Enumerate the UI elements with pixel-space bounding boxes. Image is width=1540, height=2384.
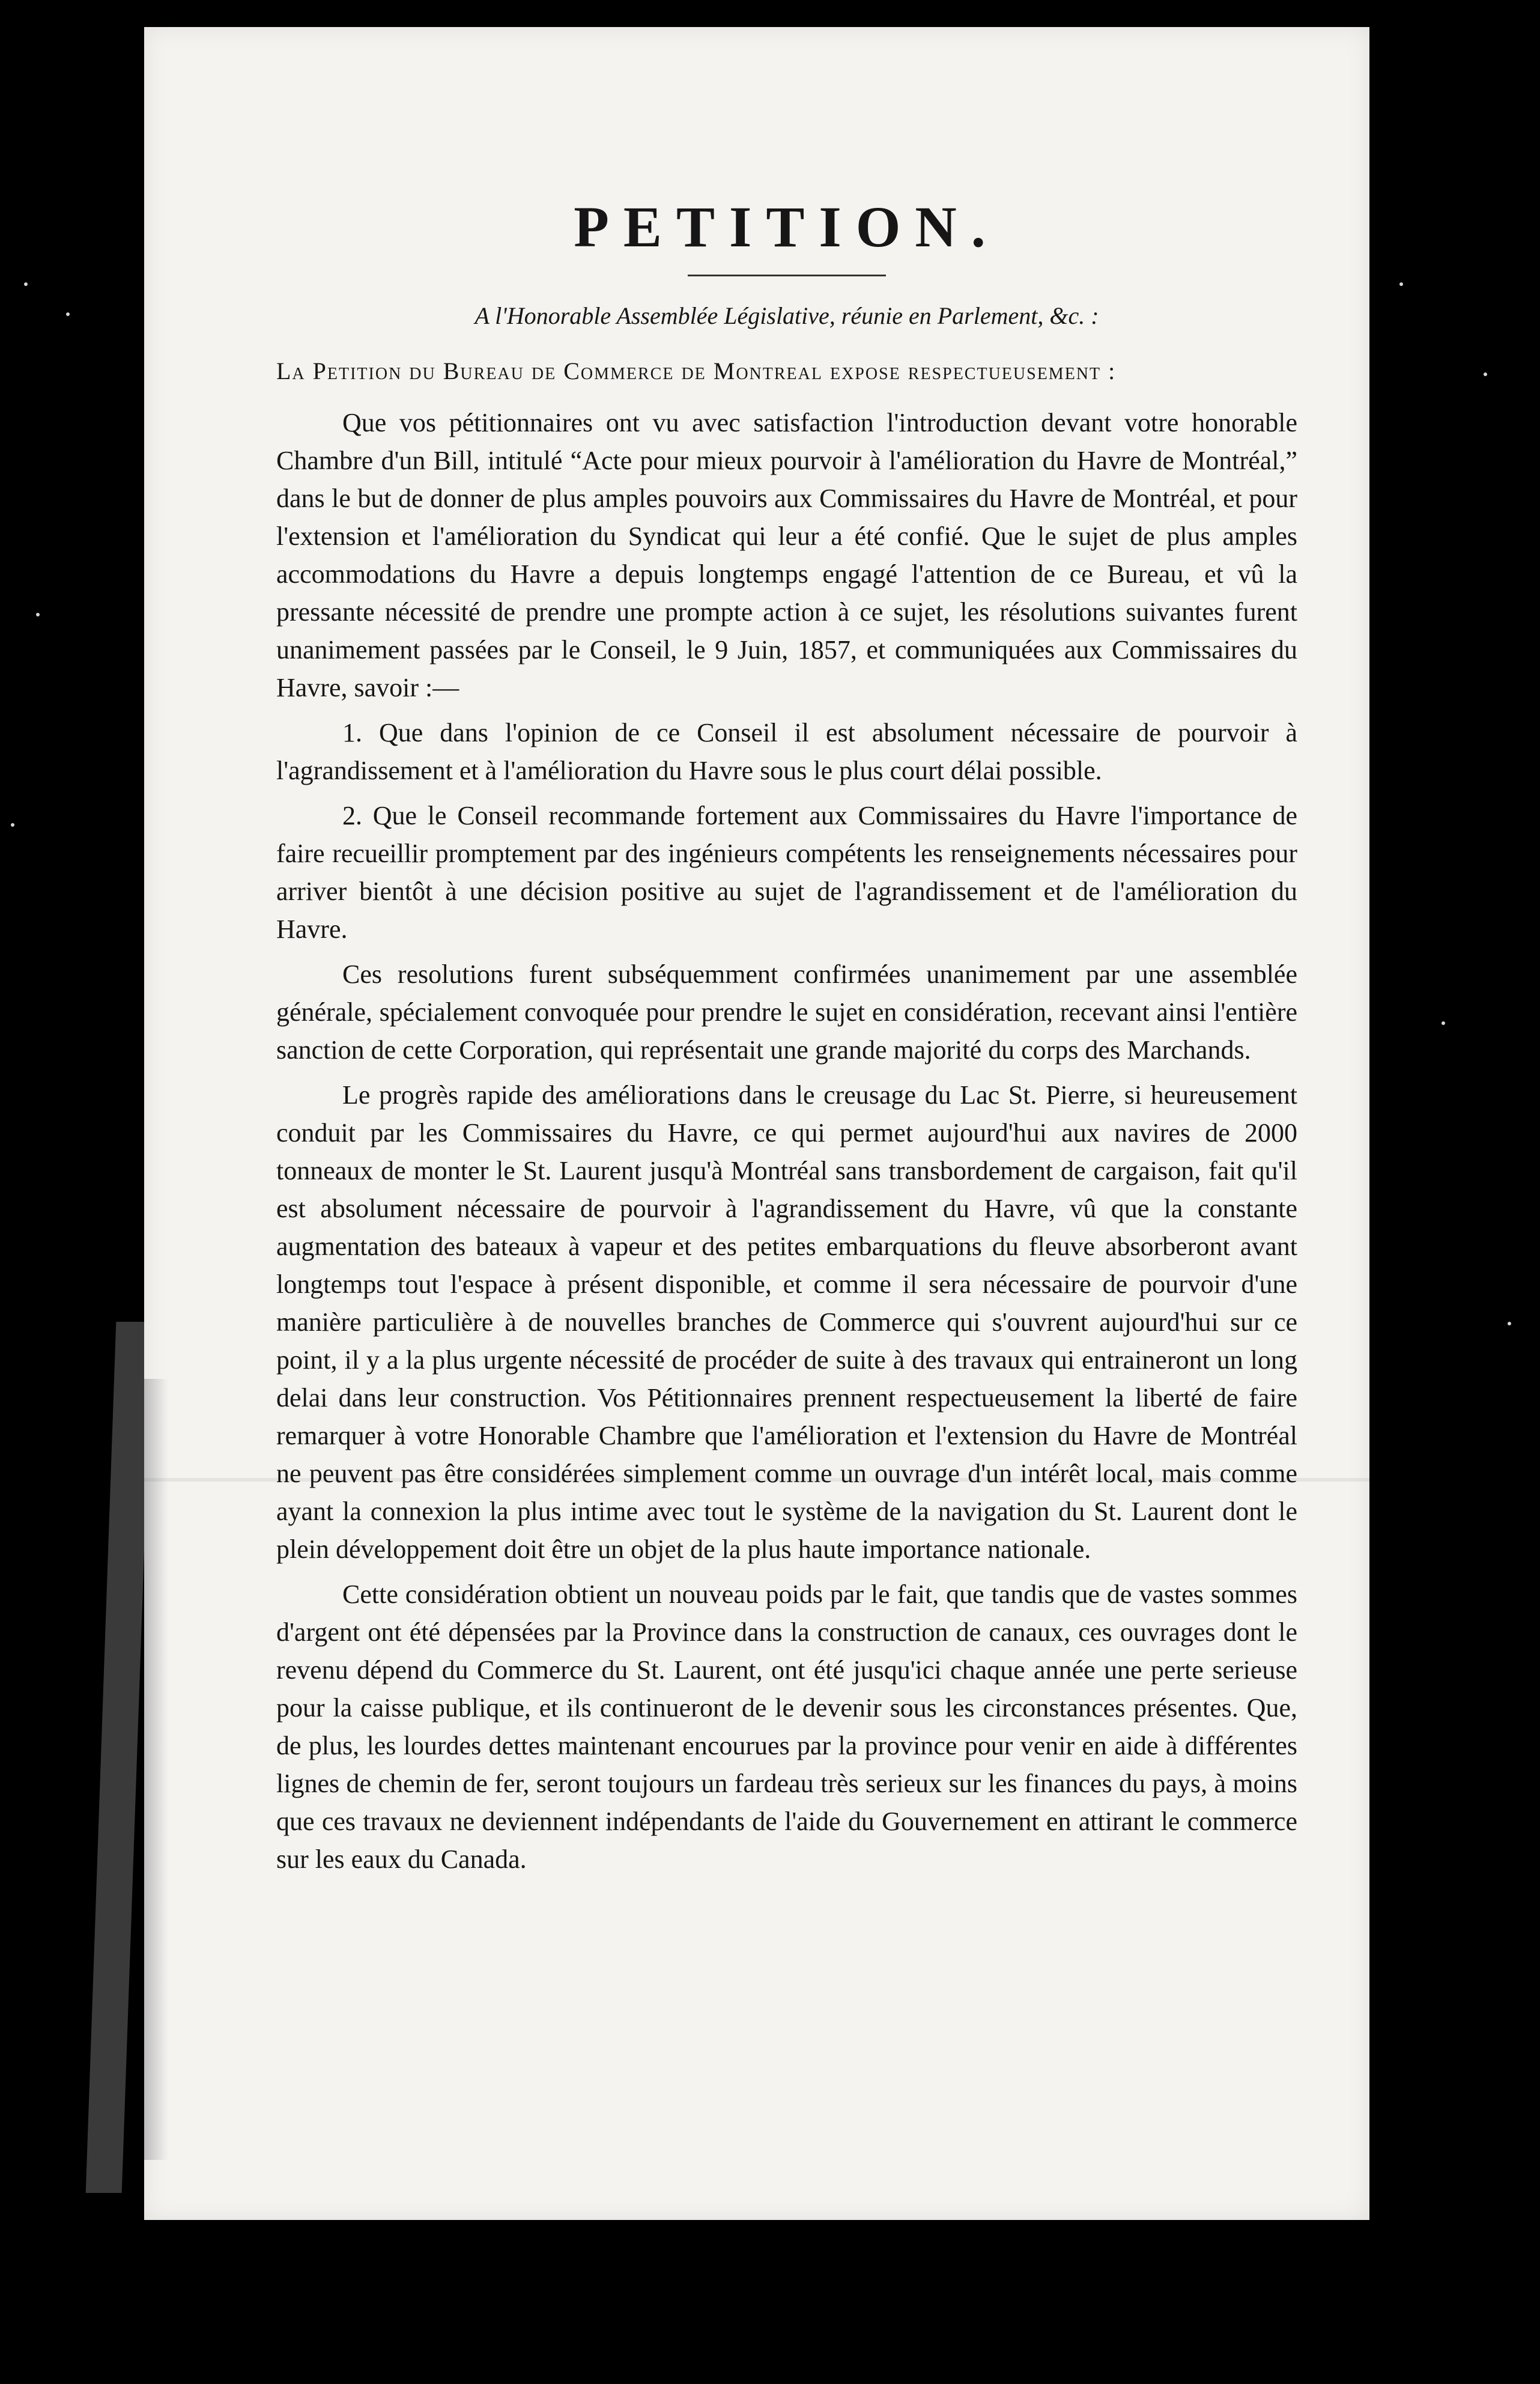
document-content: [276, 195, 1297, 1885]
address-line: A l'Honorable Assemblée Législative, réunie en Parlement, &c. :: [474, 302, 1099, 329]
film-speck: [1441, 1021, 1445, 1025]
film-speck: [1508, 1322, 1511, 1325]
film-speck: [1399, 282, 1403, 286]
film-speck: [36, 613, 40, 616]
paragraph: Ces resolutions furent subséquemment confirmées unanimement par une assemblée générale, spécialement convoquée pour prendre le sujet en considération, recevant ainsi l'entière sanction de cette Corporation, qui représentait une grande majorité du corps des Marchands.: [276, 959, 1297, 1065]
resolution-paragraph: 2. Que le Conseil recommande fortement aux Commissaires du Havre l'importance de faire recueillir promptement par des ingénieurs compétents les renseignements nécessaires pour arriver bientôt à une décision positive au sujet de l'agrandissement et de l'amélioration du Havre.: [276, 800, 1297, 944]
film-speck: [66, 312, 70, 316]
paragraph: Cette considération obtient un nouveau poids par le fait, que tandis que de vastes sommes d'argent ont été dépensées par la Province dans la construction de canaux, ces ouvrages dont le revenu dépend du Commerce du St. Laurent, ont été jusqu'ici chaque année une perte serieuse pour la caisse publique, et ils continueront de le devenir sous les circonstances présentes. Que, de plus, les lourdes dettes maintenant encourues par la province pour venir en aide à différentes lignes de chemin de fer, seront toujours un fardeau très serieux sur les finances du pays, à moins que ces travaux ne deviennent indépendants de l'aide du Gouvernement en attirant le commerce sur les eaux du Canada.: [276, 1579, 1297, 1874]
page-underlay: [86, 1322, 153, 2193]
paragraph: Le progrès rapide des améliorations dans le creusage du Lac St. Pierre, si heureusement conduit par les Commissaires du Havre, ce qui permet aujourd'hui aux navires de 2000 tonneaux de monter le St. Laurent jusqu'à Montréal sans transbordement de cargaison, fait qu'il est absolument nécessaire de pourvoir à l'agrandissement du Havre, vû que la constante augmentation des bateaux à vapeur et des petites embarquations du fleuve absorberont avant longtemps tout l'espace à présent disponible, et comme il sera nécessaire de pourvoir d'une manière particulière à de nouvelles branches de Commerce qui s'ouvrent aujourd'hui sur ce point, il y a la plus urgente nécessité de procéder de suite à des travaux qui entraineront un long delai dans leur construction. Vos Pétitionnaires prennent respectueusement la liberté de faire remarquer à votre Honorable Chambre que l'amélioration et l'extension du Havre de Montréal ne peuvent pas être considérées simplement comme un ouvrage d'un intérêt local, mais comme ayant la connexion la plus intime avec tout le système de la navigation du St. Laurent dont le plein développement doit être un objet de la plus haute importance nationale.: [276, 1080, 1297, 1564]
film-speck: [24, 282, 28, 286]
title-divider: [688, 275, 886, 276]
petition-intro: La Petition du Bureau de Commerce de Montreal expose respectueusement :: [276, 357, 1117, 385]
page-fold-edge: [144, 1379, 168, 2160]
resolution-paragraph: 1. Que dans l'opinion de ce Conseil il est absolument nécessaire de pourvoir à l'agrandissement et à l'amélioration du Havre sous le plus court délai possible.: [276, 717, 1297, 785]
paragraph: Que vos pétitionnaires ont vu avec satisfaction l'introduction devant votre honorable Chambre d'un Bill, intitulé “Acte pour mieux pourvoir à l'amélioration du Havre de Montréal,” dans le but de donner de plus amples pouvoirs aux Commissaires du Havre de Montréal, et pour l'extension et l'amélioration du Syndicat qui leur a été confié. Que le sujet de plus amples accommodations du Havre a depuis longtemps engagé l'attention de ce Bureau, et vû la pressante nécessité de prendre une prompte action à ce sujet, les résolutions suivantes furent unanimement passées par le Conseil, le 9 Juin, 1857, et communiquées aux Commissaires du Havre, savoir :—: [276, 407, 1297, 702]
film-speck: [1484, 372, 1487, 376]
document-title: PETITION.: [574, 195, 1000, 259]
film-speck: [11, 823, 14, 827]
document-page: [144, 27, 1369, 2220]
